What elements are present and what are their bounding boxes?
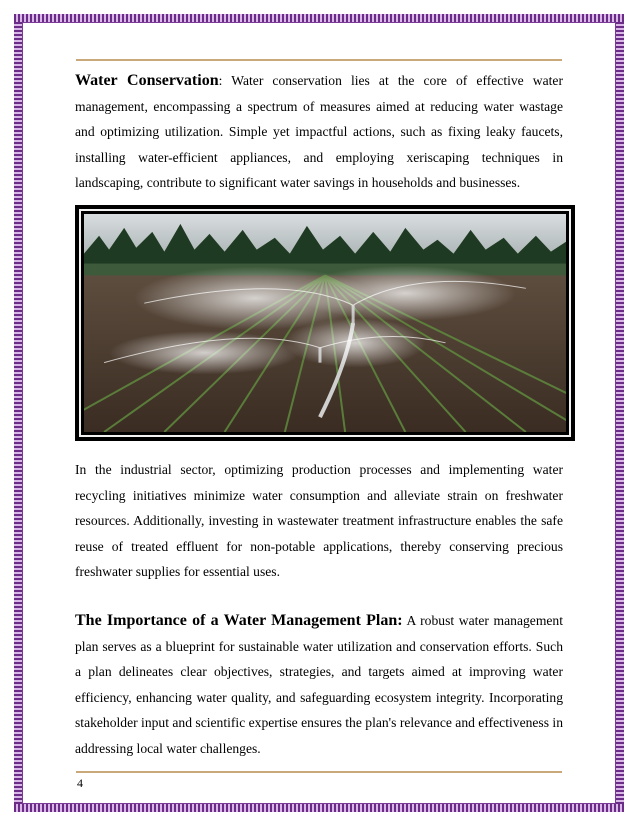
sprinkler-field-image <box>84 214 566 432</box>
paragraph-water-management-plan <box>75 608 563 762</box>
header-rule <box>76 59 562 61</box>
page-number: 4 <box>77 776 83 790</box>
paragraph-industrial-sector: In the industrial sector, optimizing production processes and implementing water recycling initiatives minimize water consumption and alleviate strain on freshwater resources. Additionally, investing in wastewater treatment infrastructure enables the safe reuse of treated effluent for non-potable applications, thereby conserving precious freshwater supplies for essential uses. <box>75 462 563 580</box>
paragraph-water-conservation <box>75 68 563 196</box>
irrigation-photo <box>75 205 575 441</box>
paragraph-body: : Water conservation lies at the core of effective water management, encompassing a spectrum of measures aimed at reducing water wastage and optimizing utilization. Simple yet impactful actions, such as fixing leaky faucets, installing water-efficient appliances, and employing xeriscaping techniques in landscaping, contribute to significant water savings in households and businesses. <box>75 73 563 191</box>
heading-water-management-plan: The Importance of a Water Management Plan: <box>75 612 403 629</box>
heading-water-conservation: Water Conservation <box>75 72 219 89</box>
footer-rule <box>76 771 562 773</box>
paragraph-body: A robust water management plan serves as a blueprint for sustainable water utilization and conservation efforts. Such a plan delineates clear objectives, strategies, and targets aimed at improving water efficiency, enhancing water quality, and safeguarding ecosystem integrity. Incorporating stakeholder input and scientific expertise ensures the plan's relevance and effectiveness in addressing local water challenges. <box>75 613 564 756</box>
